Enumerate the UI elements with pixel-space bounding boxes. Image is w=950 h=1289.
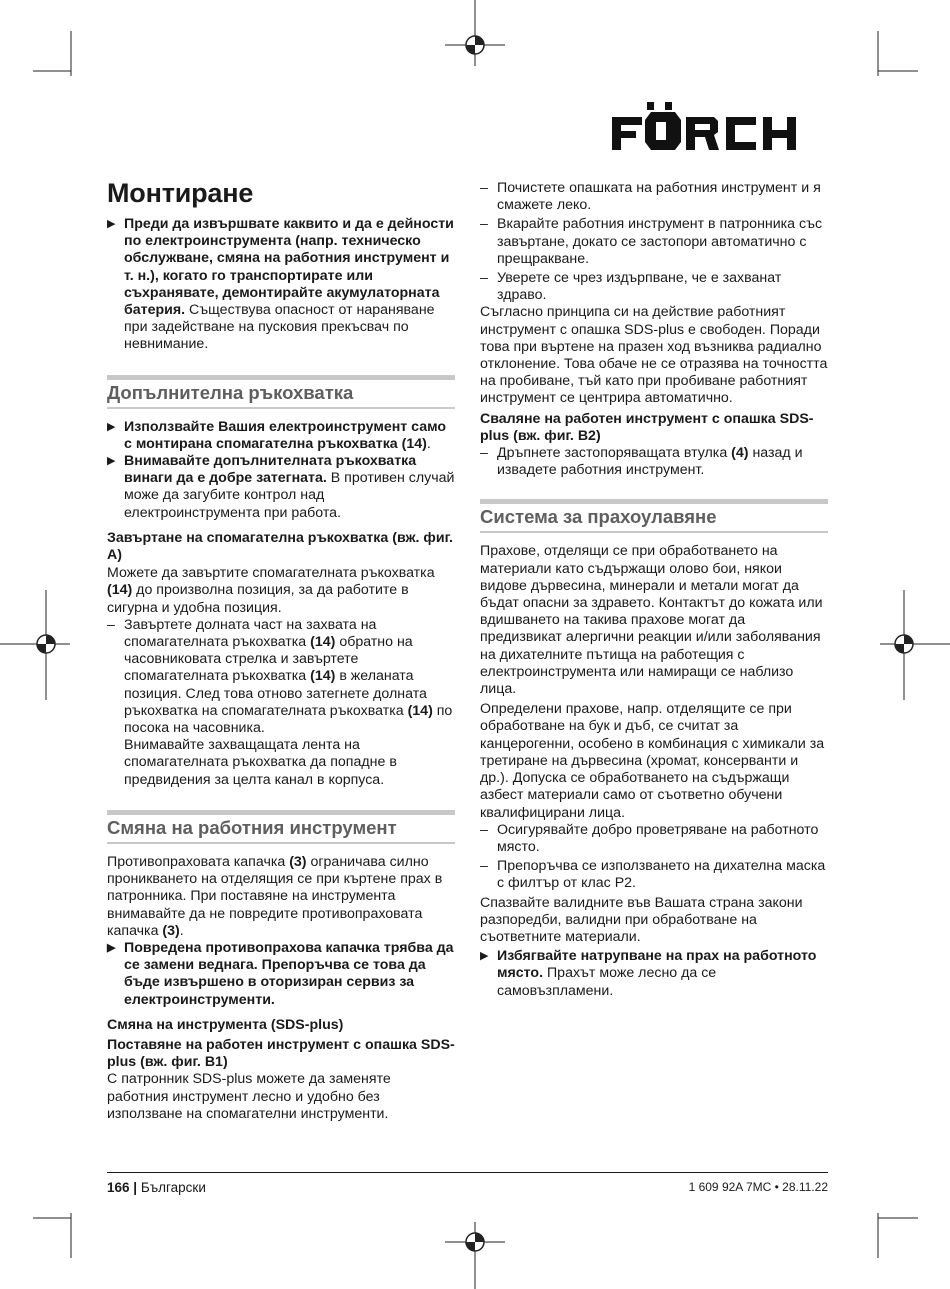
page-title: Монтиране bbox=[107, 178, 254, 208]
subheading-sds-plus: Смяна на инструмента (SDS-plus) bbox=[107, 1016, 344, 1033]
step-clean-shank: – Почистете опашката на работния инструмент и я смажете леко. bbox=[480, 180, 828, 214]
section-heading-aux-handle: Допълнителна ръкохватка bbox=[107, 375, 455, 409]
warning-dust-buildup bbox=[480, 948, 828, 1000]
paragraph-sds-chuck: С патронник SDS-plus можете да заменяте работния инструмент лесно и удобно без използване на спомагателни инструменти. bbox=[107, 1071, 391, 1122]
page-footer bbox=[107, 1172, 828, 1195]
subheading-insert-tool: Поставяне на работен инструмент с опашка SDS-plus (вж. фиг. B1) bbox=[107, 1036, 455, 1071]
registration-target-bottom bbox=[466, 1233, 484, 1251]
warning-bold-text: Внимавайте допълнителната ръкохватка винаги да е добре затегната. bbox=[124, 453, 417, 487]
footer-separator: | bbox=[133, 1180, 138, 1195]
step-pull-locking-sleeve: – Дръпнете застопоряващата втулка (4) назад и извадете работния инструмент. bbox=[480, 445, 828, 479]
paragraph-dust-cap: Противопраховата капачка (3) ограничава силно проникването на отделящия се при къртене прах в патронника. При поставяне на инструмента внимавайте да не повредите противопраховата капачка (3). bbox=[107, 853, 443, 939]
step-check-tool: – Уверете се чрез издърпване, че е захванат здраво. bbox=[480, 270, 828, 304]
warning-text: Прахът може лесно да се самовъзпламени. bbox=[497, 965, 717, 999]
registration-target-left bbox=[37, 635, 55, 653]
paragraph-rotate-handle: Можете да завъртите спомагателната ръкохватка (14) до произволна позиция, за да работите в сигурна и удобна позиция. bbox=[107, 565, 435, 616]
note-clamping-band: Внимавайте захващащата лента на спомагателната ръкохватка да попадне в предвидения за целта канал в корпуса. bbox=[124, 737, 397, 788]
step-ventilation: – Осигурявайте добро проветряване на работното място. bbox=[480, 822, 828, 856]
step-rotate-handle: – Завъртете долната част на захвата на спомагателната ръкохватка (14) обратно на часовниковата стрелка и завъртете спомагателната ръкохватка (14) в желаната позиция. След това отново затегнете долната ръкохватка на спомагателната ръкохватка (14) по посока на часовника. bbox=[107, 617, 455, 737]
warning-bold-text: Избягвайте натрупване на прах на работното място. bbox=[497, 948, 817, 982]
page-number: 166 bbox=[107, 1180, 130, 1195]
warning-text: В противен случай може да загубите контрол над електроинструмента при работа. bbox=[124, 470, 455, 521]
footer-language: Български bbox=[140, 1180, 206, 1195]
warning-damaged-dust-cap: ▶ Повредена противопрахова капачка трябва да се замени веднага. Препоръчва се това да бъде извършено в оторизиран сервиз за електроинструменти. bbox=[107, 940, 455, 1009]
warning-text: Съществува опасност от нараняване при задействане на пусковия прекъсвач по невнимание. bbox=[124, 302, 435, 353]
registration-target-top bbox=[466, 36, 484, 54]
subheading-rotate-handle: Завъртане на спомагателна ръкохватка (вж. фиг. A) bbox=[107, 529, 453, 564]
forch-logo bbox=[612, 102, 828, 152]
footer-document-code: 1 609 92A 7MC • 28.11.22 bbox=[688, 1180, 828, 1194]
warning-use-aux-handle bbox=[107, 419, 455, 453]
step-respirator: – Препоръчва се използването на дихателна маска с филтър от клас P2. bbox=[480, 858, 828, 892]
subheading-remove-tool: Сваляне на работен инструмент с опашка SDS-plus (вж. фиг. B2) bbox=[480, 410, 814, 444]
section-heading-tool-change: Смяна на работния инструмент bbox=[107, 810, 455, 844]
paragraph-regulations: Спазвайте валидните във Вашата страна закони разпоредби, валидни при обработване на съответните материали. bbox=[480, 894, 803, 945]
paragraph-carcinogenic-dust: Определени прахове, напр. отделящите се при обработване на бук и дъб, се считат за канцерогенни, особено в комбинация с химикали за третиране на дървесина (хромат, консерванти и др.). Допуска се обработването на съдържащи азбест материали само от съответно обучени квалифицирани лица. bbox=[480, 701, 825, 821]
warning-aux-handle-tight bbox=[107, 453, 455, 522]
footer-left bbox=[107, 1179, 206, 1196]
warning-text: . bbox=[426, 435, 431, 452]
warning-remove-battery bbox=[107, 216, 455, 354]
paragraph-radial-deviation: Съгласно принципа си на действие работният инструмент с опашка SDS-plus е свободен. Поради това при въртене на празен ход възниква радиално отклонение. Това обаче не се отразява на точността на пробиване, тъй като при пробиване работният инструмент се центрира автоматично. bbox=[480, 304, 828, 407]
left-column bbox=[107, 176, 455, 1123]
warning-bold-text: Използвайте Вашия електроинструмент само с монтирана спомагателна ръкохватка (14) bbox=[124, 418, 447, 452]
section-heading-dust-extraction: Система за прахоулавяне bbox=[480, 499, 828, 533]
step-insert-tool: – Вкарайте работния инструмент в патронника със завъртане, докато се застопори автоматично с прещракване. bbox=[480, 216, 828, 268]
registration-target-right bbox=[895, 635, 913, 653]
warning-bold-text: Преди да извършвате каквито и да е дейности по електроинструмента (напр. техническо обслужване, смяна на работния инструмент и т. н.), когато го транспортирате или съхранявате, демонтирайте акумулаторната батерия. bbox=[124, 216, 454, 319]
paragraph-dust-hazard: Прахове, отделящи се при обработването на материали като съдържащи олово бои, някои видове дървесина, минерали и метали могат да бъдат опасни за здравето. Контактът до кожата или вдишването на такива прахове могат да предизвикат алергични реакции и/или заболявания на дихателните пътища на работещия с електроинструмента или намиращи се наблизо лица. bbox=[480, 543, 823, 698]
right-column bbox=[480, 180, 828, 1000]
